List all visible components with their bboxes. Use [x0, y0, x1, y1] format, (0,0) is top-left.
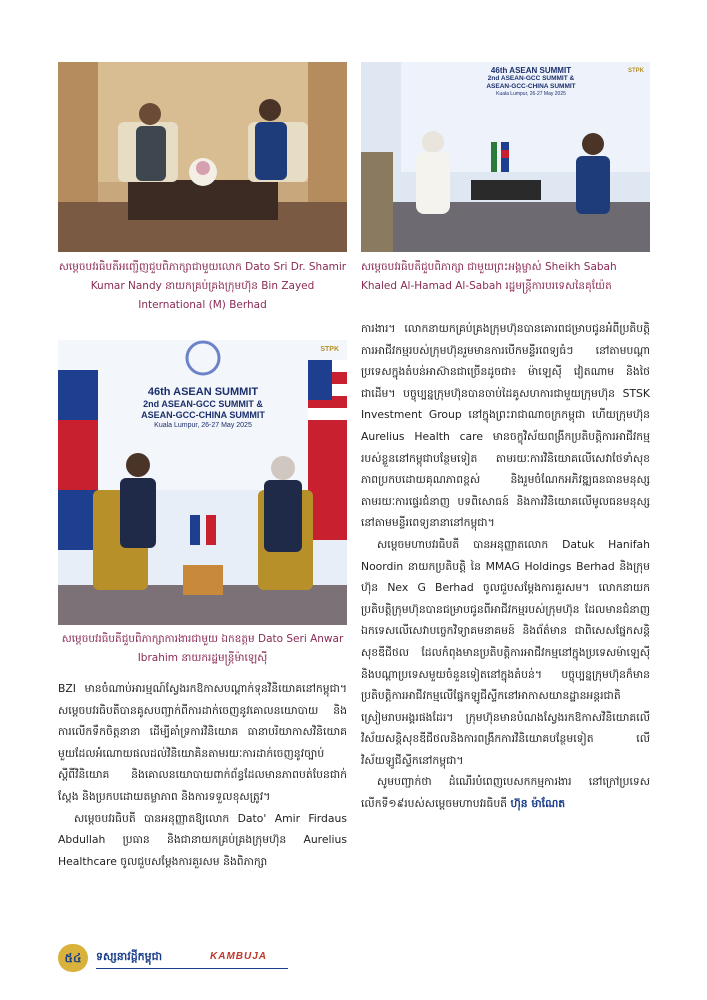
- footer-rule: [96, 968, 288, 969]
- photo-meeting-bin-zayed: [58, 62, 347, 252]
- magazine-name-en: KAMBUJA: [210, 951, 267, 962]
- magazine-name-kh: ទស្សនាវដ្តីកម្ពុជា: [96, 950, 163, 963]
- right-article-column: [361, 318, 650, 958]
- page-number: ៥៤: [58, 944, 88, 972]
- paragraph: ការងារ។ លោកនាយកគ្រប់គ្រងក្រុមហ៊ុនបានគោរពជម្រាបជូនអំពីប្រតិបត្តិការអាជីវកម្មរបស់ក្រុមហ៊ុនរួមមានការបើកមន្ទីរពេទ្យធំៗ នៅតាមបណ្តាប្រទេសក្នុងតំបន់អាស៊ានជាច្រើនដូចជា៖ ម៉ាឡេស៊ី វៀតណាម និងថៃជាដើម។ បច្ចុប្បន្នក្រុមហ៊ុនបានចាប់ដៃគូសហការជាមួយក្រុមហ៊ុន STSK Investment Group នៅក្នុងព្រះរាជាណាចក្រកម្ពុជា ហើយក្រុមហ៊ុន Aurelius Health care មានចក្ខុវិស័យពង្រីកប្រតិបត្តិការអាជីវកម្មរបស់ខ្លួននៅកម្ពុជាបន្ថែមទៀត តាមរយៈការវិនិយោគលើសេវាថែទាំសុខភាពប្រកបដោយគុណភាពខ្ពស់ និងរួមចំណែកអភិវឌ្ឍធនធានមនុស្សតាមរយៈការផ្ទេរជំនាញ បទពិសោធន៍ និងការវិនិយោគលើមូលធនមនុស្សនៅតាមមន្ទីរពេទ្យនានានៅកម្ពុជា។: [361, 322, 650, 530]
- left-article-column: [58, 678, 347, 930]
- paragraph-text: សូមបញ្ជាក់ថា ដំណើរបំពេញបេសកកម្មការងារ នៅក្រៅប្រទេសលើកទី១៩របស់សម្តេចមហាបវរធិបតី: [361, 775, 650, 811]
- paragraph: [361, 771, 650, 814]
- paragraph: សម្តេចមហាបវរធិបតី បានអនុញ្ញាតលោក Datuk Hanifah Noordin នាយកប្រតិបត្តិ នៃ MMAG Holdings Berhad និងក្រុមហ៊ុន Nex G Berhad ចូលជួបសម្តែងការគួរសម។ លោកនាយកប្រតិបត្តិក្រុមហ៊ុនបានជម្រាបជូនពីអាជីវកម្មរបស់ក្រុមហ៊ុន ដែលមានជំនាញឯកទេសលើសេវាបច្ចេកវិទ្យាគមនាគមន៍ និងព័ត៌មាន ជាពិសេសផ្នែកសន្តិសុខឌីជីថល ដែលកំពុងមានប្រតិបត្តិការអាជីវកម្មនៅក្នុងប្រទេសម៉ាឡេស៊ី និងបណ្តាប្រទេសមួយចំនួនទៀតនៅក្នុងតំបន់។ បច្ចុប្បន្នក្រុមហ៊ុនក៏មានប្រតិបត្តិការអាជីវកម្មលើផ្នែកឡូជីស្ទីកនៅអាកាសយានដ្ឋានអន្តរជាតិស្រៀមរាបអង្គរផងដែរ។ ក្រុមហ៊ុនមានបំណងស្វែងរកឱកាសវិនិយោគលើវិស័យសន្តិសុខឌីជីថលនិងការពង្រីកការវិនិយោគបន្ថែមទៀត លើវិស័យឡូជីស្ទីកនៅកម្ពុជា។: [361, 537, 650, 767]
- photo-logo: STPK: [627, 68, 644, 74]
- summit-banner: 46th ASEAN SUMMIT 2nd ASEAN-GCC SUMMIT & ASEAN-GCC-CHINA SUMMIT Kuala Lumpur, 26-27 May 2025: [486, 66, 576, 97]
- paragraph: សម្តេចបវរធិបតី បានអនុញ្ញាតឱ្យលោក Dato' Amir Firdaus Abdullah ប្រធាន និងជានាយកគ្រប់គ្រងក្រុមហ៊ុន Aurelius Healthcare ចូលជួបសម្តែងការគួរសម និងពិភាក្សា: [58, 811, 347, 868]
- caption-anwar: សម្តេចបវរធិបតីជួបពិភាក្សាការងារជាមួយ ឯកឧត្តម Dato Seri Anwar Ibrahim នាយករដ្ឋមន្ត្រីម៉ាឡេស៊ី: [61, 633, 344, 664]
- photo-meeting-anwar: [58, 340, 347, 625]
- paragraph: BZI មានចំណាប់អារម្មណ៍ស្វែងរកឱកាសបណ្តាក់ទុនវិនិយោគនៅកម្ពុជា។ សម្តេចបវរធិបតីបានគូសបញ្ជាក់ពីការដាក់ចេញនូវគោលនយោបាយ និងការលើកទឹកចិត្តនានា ដើម្បីគាំទ្រការវិនិយោគ ធានាបរិយាកាសវិនិយោគមួយដែលអំណោយផលដល់វិនិយោគិនតាមរយៈការដាក់ចេញនូវច្បាប់ ស្តីពីវិនិយោគ និងគោលនយោបាយពាក់ព័ន្ធដែលមានភាពបត់បែនជាក់ស្តែង និងប្រកបដោយតម្លាភាព និងការទទួលខុសត្រូវ។: [58, 682, 347, 803]
- photo-logo: STPK: [320, 346, 339, 353]
- summit-banner: 46th ASEAN SUMMIT 2nd ASEAN-GCC SUMMIT & ASEAN-GCC-CHINA SUMMIT Kuala Lumpur, 26-27 May 2025: [141, 386, 265, 429]
- caption-kuwait: សម្តេចបវរធិបតីជួបពិភាក្សា ជាមួយព្រះអង្គម្ចាស់ Sheikh Sabah Khaled Al-Hamad Al-Sabah រដ្ឋមន្ត្រីការបរទេសនៃគុយ៉ែត: [361, 261, 617, 292]
- caption-bin-zayed: សម្តេចបវរធិបតីអញ្ជើញជួបពិភាក្សាជាមួយលោក Dato Sri Dr. Shamir Kumar Nandy នាយកគ្រប់គ្រងក្រុមហ៊ុន Bin Zayed International (M) Berhad: [58, 261, 347, 311]
- page-footer: [58, 944, 288, 972]
- photo-meeting-kuwait: [361, 62, 650, 252]
- leader-name: ហ៊ុន ម៉ាណែត: [510, 797, 566, 811]
